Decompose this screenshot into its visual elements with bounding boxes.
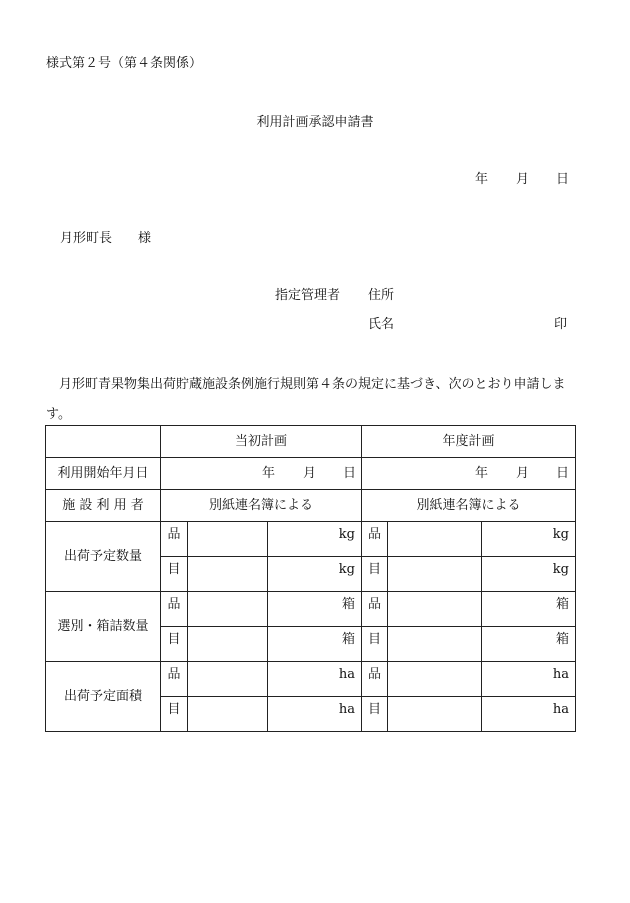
initial-item-cell[interactable]: [188, 627, 268, 662]
date-year-label: 年: [475, 172, 489, 187]
start-date-label: 利用開始年月日: [46, 458, 161, 490]
annual-item-cell[interactable]: [388, 557, 482, 592]
annual-item-cell[interactable]: [388, 662, 482, 697]
initial-item-cell[interactable]: [188, 697, 268, 732]
item-hin-label: 品: [362, 522, 388, 557]
annual-item-cell[interactable]: [388, 627, 482, 662]
initial-kg-cell[interactable]: kg: [268, 522, 362, 557]
item-hin-label: 品: [362, 662, 388, 697]
item-hin-label: 品: [161, 522, 188, 557]
initial-item-cell[interactable]: [188, 522, 268, 557]
item-moku-label: 目: [161, 557, 188, 592]
item-hin-label: 品: [161, 662, 188, 697]
item-moku-label: 目: [362, 627, 388, 662]
addressee: 月形町長 様: [60, 231, 152, 246]
document-title: 利用計画承認申請書: [256, 115, 374, 130]
date-month-label: 月: [516, 172, 530, 187]
header-annual-plan: 年度計画: [362, 426, 576, 458]
table-row-shipment-area-1: [46, 662, 576, 697]
annual-month-label: 月: [516, 466, 530, 481]
annual-item-cell[interactable]: [388, 522, 482, 557]
initial-kg-cell[interactable]: kg: [268, 557, 362, 592]
annual-item-cell[interactable]: [388, 592, 482, 627]
sorting-qty-label: 選別・箱詰数量: [46, 592, 161, 662]
users-label: 施 設 利 用 者: [46, 490, 161, 522]
date-day-label: 日: [556, 172, 570, 187]
users-initial-value: 別紙連名簿による: [161, 490, 362, 522]
initial-ha-cell[interactable]: ha: [268, 697, 362, 732]
initial-item-cell[interactable]: [188, 557, 268, 592]
statement-text: 月形町青果物集出荷貯蔵施設条例施行規則第４条の規定に基づき、次のとおり申請します。: [46, 377, 566, 422]
form-number: 様式第２号（第４条関係）: [46, 56, 203, 71]
item-moku-label: 目: [161, 627, 188, 662]
initial-box-cell[interactable]: 箱: [268, 592, 362, 627]
initial-ha-cell[interactable]: ha: [268, 662, 362, 697]
manager-label: 指定管理者: [275, 288, 341, 303]
annual-box-cell[interactable]: 箱: [482, 627, 576, 662]
annual-kg-cell[interactable]: kg: [482, 522, 576, 557]
table-row-shipment-qty-1: [46, 522, 576, 557]
start-date-annual-cell[interactable]: [362, 458, 576, 490]
initial-box-cell[interactable]: 箱: [268, 627, 362, 662]
users-annual-value: 別紙連名簿による: [362, 490, 576, 522]
shipment-area-label: 出荷予定面積: [46, 662, 161, 732]
item-moku-label: 目: [362, 557, 388, 592]
header-blank-cell: [46, 426, 161, 458]
initial-month-label: 月: [303, 466, 317, 481]
item-moku-label: 目: [161, 697, 188, 732]
table-row-sorting-qty-1: [46, 592, 576, 627]
annual-day-label: 日: [556, 466, 570, 481]
plan-table: [45, 425, 576, 732]
shipment-qty-label: 出荷予定数量: [46, 522, 161, 592]
table-row-start-date: [46, 458, 576, 490]
annual-kg-cell[interactable]: kg: [482, 557, 576, 592]
initial-year-label: 年: [262, 466, 276, 481]
initial-day-label: 日: [343, 466, 357, 481]
seal-label: 印: [554, 317, 568, 332]
initial-item-cell[interactable]: [188, 592, 268, 627]
initial-item-cell[interactable]: [188, 662, 268, 697]
table-header-row: [46, 426, 576, 458]
item-moku-label: 目: [362, 697, 388, 732]
annual-ha-cell[interactable]: ha: [482, 662, 576, 697]
item-hin-label: 品: [362, 592, 388, 627]
name-label: 氏名: [368, 317, 395, 332]
annual-ha-cell[interactable]: ha: [482, 697, 576, 732]
address-label: 住所: [368, 288, 395, 303]
annual-item-cell[interactable]: [388, 697, 482, 732]
header-initial-plan: 当初計画: [161, 426, 362, 458]
start-date-initial-cell[interactable]: [161, 458, 362, 490]
item-hin-label: 品: [161, 592, 188, 627]
table-row-users: [46, 490, 576, 522]
annual-year-label: 年: [475, 466, 489, 481]
annual-box-cell[interactable]: 箱: [482, 592, 576, 627]
